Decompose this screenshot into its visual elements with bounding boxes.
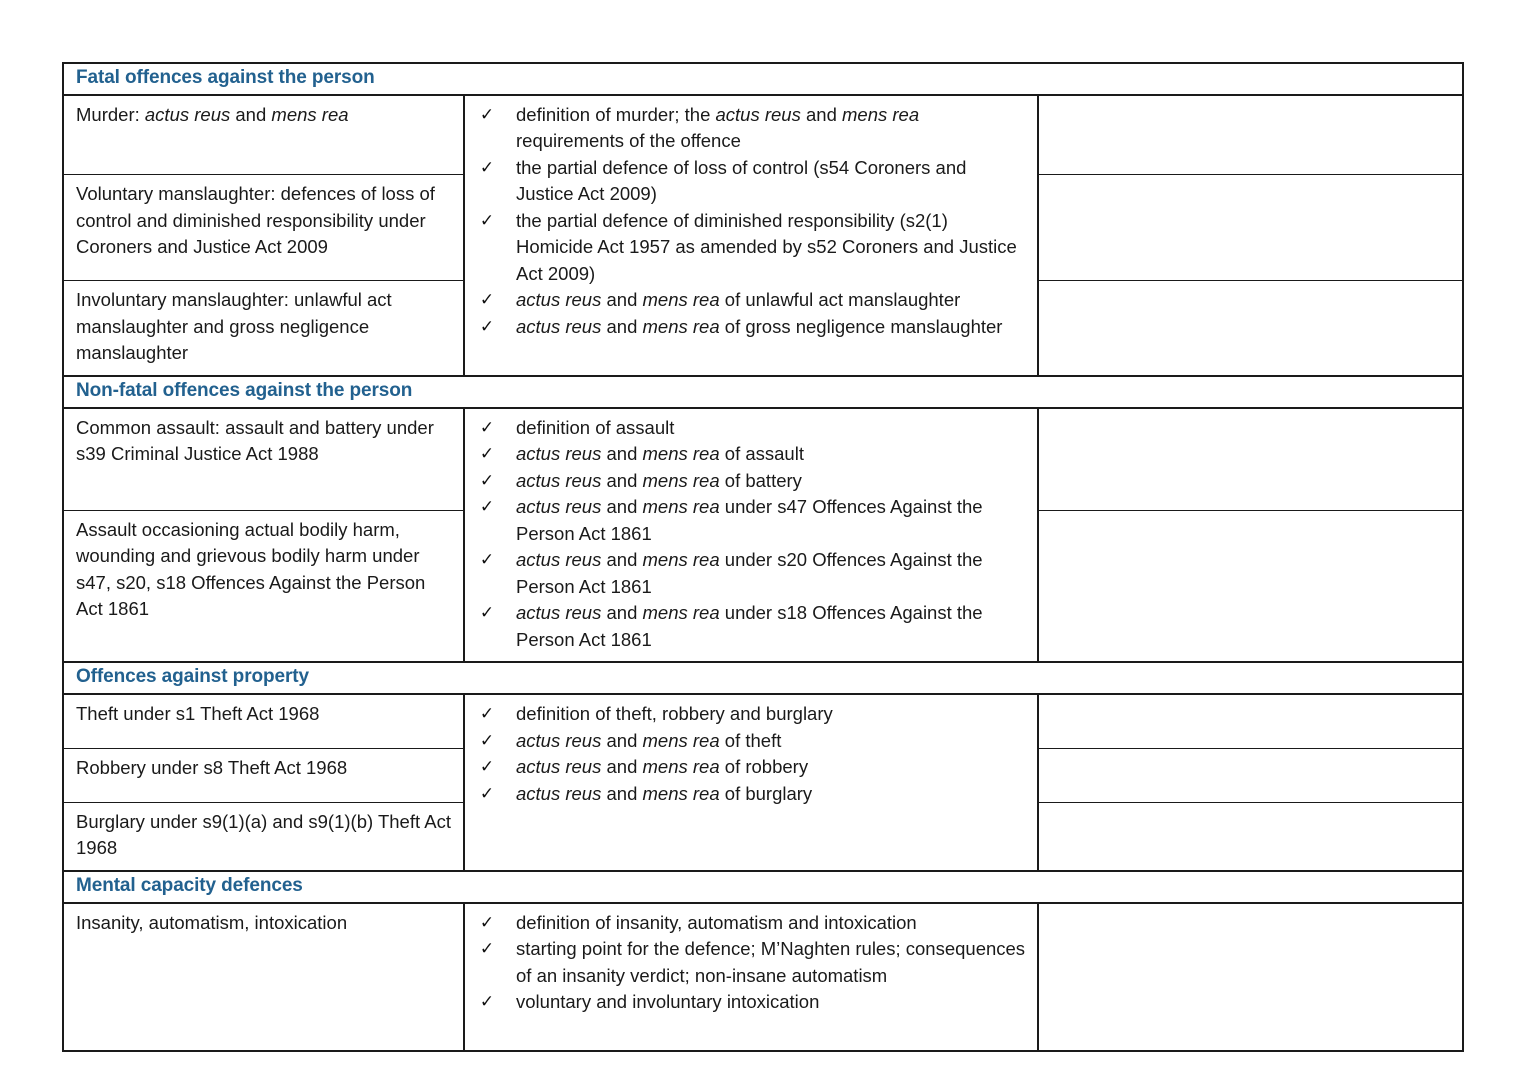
content-item-text: the partial defence of diminished responsibility (s2(1) Homicide Act 1957 as amended by s52 Coroners and Justice Act 2009) — [516, 209, 1017, 284]
check-mark-icon: ✓ — [479, 417, 495, 437]
topic-cell — [63, 510, 464, 662]
check-mark-icon: ✓ — [479, 783, 495, 803]
section-header-cell — [63, 871, 1463, 903]
content-list-item — [473, 989, 1029, 1016]
content-cell — [464, 408, 1038, 663]
content-item-text: actus reus and mens rea of burglary — [516, 782, 813, 804]
check-mark-icon: ✓ — [479, 704, 495, 724]
content-item-text: actus reus and mens rea under s20 Offences Against the Person Act 1861 — [516, 549, 983, 597]
section-header-cell — [63, 63, 1463, 95]
section-title: Mental capacity defences — [76, 874, 303, 896]
content-list-item — [473, 910, 1029, 937]
content-list-item — [473, 754, 1029, 781]
content-item-text: definition of murder; the actus reus and mens rea requirements of the offence — [516, 103, 920, 152]
topic-text: Involuntary manslaughter: unlawful act manslaughter and gross negligence manslaughter — [76, 289, 392, 364]
topic-row — [63, 903, 1463, 1051]
tick-grid-cell[interactable] — [1038, 694, 1463, 748]
content-item-text: actus reus and mens rea under s47 Offences Against the Person Act 1861 — [516, 496, 983, 544]
content-list-item — [473, 287, 1029, 314]
content-list — [473, 102, 1029, 341]
check-mark-icon: ✓ — [479, 730, 495, 750]
content-list-item — [473, 441, 1029, 468]
content-list-item — [473, 208, 1029, 288]
topic-row — [63, 95, 1463, 175]
topic-text: Voluntary manslaughter: defences of loss of control and diminished responsibility under Coroners and Justice Act 2009 — [76, 183, 435, 258]
tick-grid-cell[interactable] — [1038, 748, 1463, 802]
topic-row — [63, 694, 1463, 748]
content-list-item — [473, 781, 1029, 808]
content-item-text: the partial defence of loss of control (s54 Coroners and Justice Act 2009) — [516, 156, 967, 205]
section-header-row — [63, 662, 1463, 694]
section-title: Non-fatal offences against the person — [76, 379, 413, 401]
content-item-text: actus reus and mens rea of battery — [516, 469, 802, 491]
topic-text: Insanity, automatism, intoxication — [76, 911, 348, 933]
content-item-text: actus reus and mens rea of robbery — [516, 756, 809, 778]
content-list-item — [473, 494, 1029, 547]
content-item-text: definition of theft, robbery and burglary — [516, 703, 833, 725]
tick-grid-cell[interactable] — [1038, 408, 1463, 511]
content-list — [473, 701, 1029, 807]
content-list-item — [473, 155, 1029, 208]
topic-cell — [63, 95, 464, 175]
table-body — [63, 63, 1463, 1051]
check-mark-icon: ✓ — [479, 316, 495, 336]
content-item-text: actus reus and mens rea of gross negligence manslaughter — [516, 315, 1003, 337]
content-list-item — [473, 728, 1029, 755]
content-item-text: starting point for the defence; M’Naghten rules; consequences of an insanity verdict; non-insane automatism — [516, 938, 1026, 986]
check-mark-icon: ✓ — [479, 210, 495, 230]
content-item-text: actus reus and mens rea under s18 Offences Against the Person Act 1861 — [516, 602, 983, 650]
content-list-item — [473, 468, 1029, 495]
section-title: Fatal offences against the person — [76, 67, 375, 88]
tick-grid-cell[interactable] — [1038, 802, 1463, 871]
check-mark-icon: ✓ — [479, 470, 495, 490]
section-header-row — [63, 376, 1463, 408]
tick-grid-cell[interactable] — [1038, 175, 1463, 281]
check-mark-icon: ✓ — [479, 444, 495, 464]
section-header-cell — [63, 376, 1463, 408]
section-header-row — [63, 871, 1463, 903]
topic-cell — [63, 802, 464, 871]
topic-text: Burglary under s9(1)(a) and s9(1)(b) Theft Act 1968 — [76, 810, 451, 859]
check-mark-icon: ✓ — [479, 157, 495, 177]
content-item-text: actus reus and mens rea of theft — [516, 729, 782, 751]
content-cell — [464, 903, 1038, 1051]
content-item-text: actus reus and mens rea of assault — [516, 443, 804, 465]
topic-text: Murder: actus reus and mens rea — [76, 103, 349, 125]
topic-cell — [63, 408, 464, 511]
topic-cell — [63, 903, 464, 1051]
check-mark-icon: ✓ — [479, 290, 495, 310]
content-item-text: definition of insanity, automatism and intoxication — [516, 911, 917, 933]
section-title: Offences against property — [76, 666, 309, 688]
check-mark-icon: ✓ — [479, 603, 495, 623]
check-mark-icon: ✓ — [479, 757, 495, 777]
content-list-item — [473, 415, 1029, 442]
section-header-cell — [63, 662, 1463, 694]
specification-checklist-table — [62, 62, 1464, 1052]
check-mark-icon: ✓ — [479, 104, 495, 124]
content-item-text: definition of assault — [516, 416, 675, 438]
content-list — [473, 415, 1029, 654]
check-mark-icon: ✓ — [479, 992, 495, 1012]
tick-grid-cell[interactable] — [1038, 903, 1463, 1051]
check-mark-icon: ✓ — [479, 939, 495, 959]
topic-text: Assault occasioning actual bodily harm, wounding and grievous bodily harm under s47, s20, s18 Offences Against the Person Act 1861 — [76, 518, 426, 620]
content-list-item — [473, 701, 1029, 728]
content-cell — [464, 694, 1038, 871]
check-mark-icon: ✓ — [479, 550, 495, 570]
topic-row — [63, 408, 1463, 511]
topic-cell — [63, 748, 464, 802]
topic-text: Robbery under s8 Theft Act 1968 — [76, 756, 348, 778]
content-cell — [464, 95, 1038, 376]
content-list-item — [473, 102, 1029, 155]
check-mark-icon: ✓ — [479, 912, 495, 932]
content-list-item — [473, 314, 1029, 341]
tick-grid-cell[interactable] — [1038, 510, 1463, 662]
check-mark-icon: ✓ — [479, 497, 495, 517]
topic-text: Theft under s1 Theft Act 1968 — [76, 703, 320, 725]
section-header-row — [63, 63, 1463, 95]
topic-cell — [63, 281, 464, 376]
content-list-item — [473, 547, 1029, 600]
topic-text: Common assault: assault and battery under s39 Criminal Justice Act 1988 — [76, 416, 434, 465]
content-item-text: voluntary and involuntary intoxication — [516, 991, 820, 1013]
topic-cell — [63, 175, 464, 281]
content-item-text: actus reus and mens rea of unlawful act manslaughter — [516, 289, 961, 311]
tick-grid-cell[interactable] — [1038, 281, 1463, 376]
content-list — [473, 910, 1029, 1016]
content-list-item — [473, 936, 1029, 989]
content-list-item — [473, 600, 1029, 653]
topic-cell — [63, 694, 464, 748]
tick-grid-cell[interactable] — [1038, 95, 1463, 175]
